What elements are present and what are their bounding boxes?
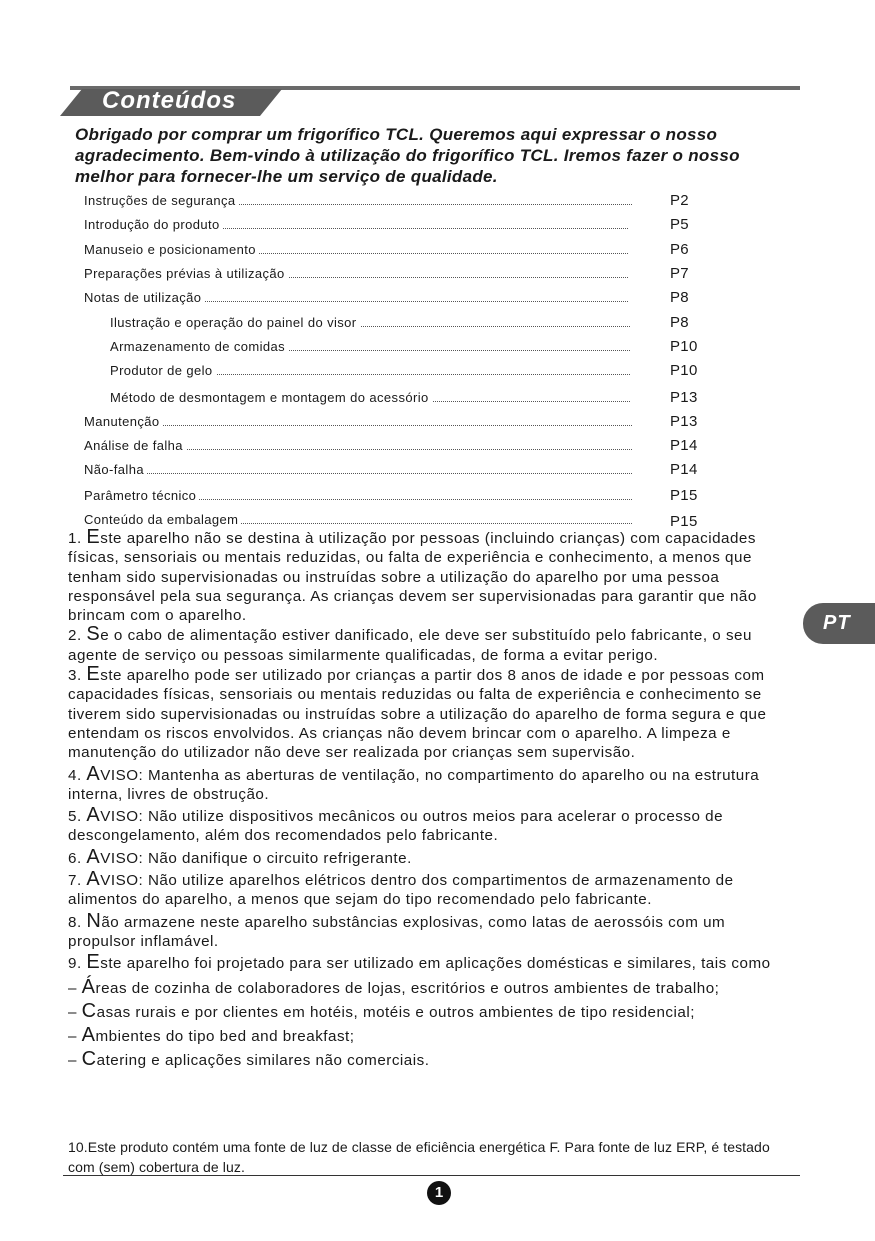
language-tab: [803, 603, 875, 644]
sub-list-item: [68, 975, 788, 998]
toc-leader: [84, 425, 632, 426]
item-text: ste aparelho foi projetado para ser utilizado em aplicações domésticas e similares, tais como: [100, 955, 771, 973]
item-number: 8.: [68, 913, 87, 931]
item-text: VISO: Não utilize dispositivos mecânicos ou outros meios para acelerar o processo de descongelamento, além dos recomendados pelo fabricante.: [68, 808, 724, 845]
list-item: [68, 625, 788, 665]
item-initial: A: [81, 1024, 96, 1047]
list-item: [68, 909, 788, 952]
toc-page: P14: [670, 437, 698, 454]
toc-row: [0, 389, 875, 409]
toc-page: P2: [670, 192, 689, 209]
toc-page: P15: [670, 513, 698, 530]
note-10: 10.Este produto contém uma fonte de luz de classe de eficiência energética F. Para fonte de luz ERP, é testado com (sem) cobertura de luz.: [68, 1139, 770, 1175]
item-text: asas rurais e por clientes em hotéis, motéis e outros ambientes de tipo residencial;: [96, 1003, 695, 1021]
list-item: [68, 528, 788, 625]
toc-page: P15: [670, 487, 698, 504]
toc-label: Análise de falha: [84, 437, 186, 455]
item-text: VISO: Mantenha as aberturas de ventilação, no compartimento do aparelho ou na estrutura interna, livres de obstrução.: [68, 766, 760, 803]
toc-page: P13: [670, 389, 698, 406]
toc-label: Introdução do produto: [84, 216, 223, 234]
item-initial: E: [86, 663, 101, 686]
item-text: mbientes do tipo bed and breakfast;: [95, 1028, 355, 1046]
item-dash: –: [68, 1003, 82, 1021]
toc-row: [0, 461, 875, 481]
item-text: VISO: Não danifique o circuito refrigerante.: [100, 849, 412, 867]
footer-rule: [63, 1175, 800, 1176]
item-text: ão armazene neste aparelho substâncias explosivas, como latas de aerossóis com um propulsor inflamável.: [68, 913, 726, 950]
toc-row: [0, 487, 875, 507]
intro-paragraph: Obrigado por comprar um frigorífico TCL. Queremos aqui expressar o nosso agradecimento. Bem-vindo à utilização do frigorífico TCL. Iremos fazer o nosso melhor para fornecer-lhe um serviço de qualidade.: [75, 125, 740, 186]
list-item: [68, 953, 788, 973]
item-initial: A: [86, 762, 101, 785]
item-initial: S: [86, 623, 101, 646]
item-initial: E: [86, 526, 101, 548]
toc-label: Manuseio e posicionamento: [84, 241, 259, 259]
item-dash: –: [68, 979, 82, 997]
item-text: e o cabo de alimentação estiver danificado, ele deve ser substituído pelo fabricante, o seu agente de serviço ou pessoas similarmente qualificadas, de forma a evitar perigo.: [68, 627, 752, 664]
item-number: 1.: [68, 530, 87, 547]
toc-label: Armazenamento de comidas: [110, 338, 288, 356]
item-initial: A: [86, 845, 101, 868]
item-text: atering e aplicações similares não comerciais.: [96, 1052, 430, 1070]
toc-row: [0, 289, 875, 309]
item-number: 5.: [68, 808, 87, 826]
toc-page: P8: [670, 289, 689, 306]
item-initial: C: [81, 999, 97, 1022]
toc-label: Produtor de gelo: [110, 362, 216, 380]
item-initial: E: [86, 951, 101, 974]
toc-label: Ilustração e operação do painel do visor: [110, 314, 360, 332]
item-number: 6.: [68, 849, 87, 867]
toc-page: P14: [670, 461, 698, 478]
toc-row: [0, 362, 875, 382]
sub-list-item: [68, 1050, 788, 1070]
toc-label: Parâmetro técnico: [84, 487, 199, 505]
sub-list-item: [68, 1026, 788, 1046]
item-initial: C: [81, 1048, 97, 1071]
toc-page: P10: [670, 338, 698, 355]
toc-label: Notas de utilização: [84, 289, 204, 307]
toc-label: Preparações prévias à utilização: [84, 265, 288, 283]
item-dash: –: [68, 1052, 82, 1070]
toc-leader: [84, 473, 632, 474]
toc-page: P13: [670, 413, 698, 430]
item-number: 3.: [68, 667, 87, 685]
item-number: 4.: [68, 766, 87, 784]
toc-row: [0, 338, 875, 358]
item-initial: N: [86, 909, 102, 932]
list-item: [68, 845, 788, 868]
item-number: 7.: [68, 872, 87, 890]
item-text: VISO: Não utilize aparelhos elétricos dentro dos compartimentos de armazenamento de alimentos do aparelho, a menos que sejam do tipo recomendado pelo fabricante.: [68, 872, 734, 909]
list-item: [68, 762, 788, 805]
toc-label: Não-falha: [84, 461, 147, 479]
toc-page: P7: [670, 265, 689, 282]
toc-page: P8: [670, 314, 689, 331]
toc-page: P6: [670, 241, 689, 258]
list-item: [68, 870, 788, 910]
item-text: reas de cozinha de colaboradores de lojas, escritórios e outros ambientes de trabalho;: [95, 979, 720, 997]
toc-label: Conteúdo da embalagem: [84, 511, 241, 529]
language-tab-label: PT: [823, 612, 851, 634]
item-initial: A: [86, 804, 101, 827]
toc-row: [0, 265, 875, 285]
toc-page: P10: [670, 362, 698, 379]
safety-items: [68, 528, 788, 1071]
page-number: 1: [427, 1181, 451, 1205]
toc-label: Instruções de segurança: [84, 192, 239, 210]
item-number: 2.: [68, 627, 87, 645]
item-dash: –: [68, 1028, 82, 1046]
toc-row: [0, 192, 875, 212]
list-item: [68, 806, 788, 846]
item-text: ste aparelho não se destina à utilização por pessoas (incluindo crianças) com capacidades físicas, sensoriais ou mentais reduzidas, ou falta de experiência e conhecimento, a menos que tenham sido supervisionadas ou instruídas sobre a utilização do aparelho por uma pessoa responsável pela sua segurança. As crianças devem ser supervisionadas para garantir que não brincam com o aparelho.: [68, 530, 757, 625]
toc-row: [0, 314, 875, 334]
page-title: Conteúdos: [102, 87, 237, 114]
toc-label: Método de desmontagem e montagem do acessório: [110, 389, 432, 407]
sub-list-item: [68, 999, 788, 1022]
list-item: [68, 665, 788, 762]
toc-label: Manutenção: [84, 413, 163, 431]
toc-row: [0, 437, 875, 457]
item-text: ste aparelho pode ser utilizado por crianças a partir dos 8 anos de idade e por pessoas com capacidades físicas, sensoriais ou mentais reduzidas ou falta de experiência e conhecimento se tiverem sido supervisionadas ou instruídas sobre a utilização do aparelho de forma segura e que entendam os riscos envolvidos. As crianças não devem brincar com o aparelho. A limpeza e manutenção do utilizador não deve ser realizada por crianças sem supervisão.: [68, 667, 767, 762]
item-initial: A: [86, 868, 101, 891]
toc-row: [0, 241, 875, 261]
toc-page: P5: [670, 216, 689, 233]
toc-row: [0, 413, 875, 433]
toc-row: [0, 216, 875, 236]
item-number: 9.: [68, 955, 87, 973]
item-initial: Á: [81, 975, 96, 998]
